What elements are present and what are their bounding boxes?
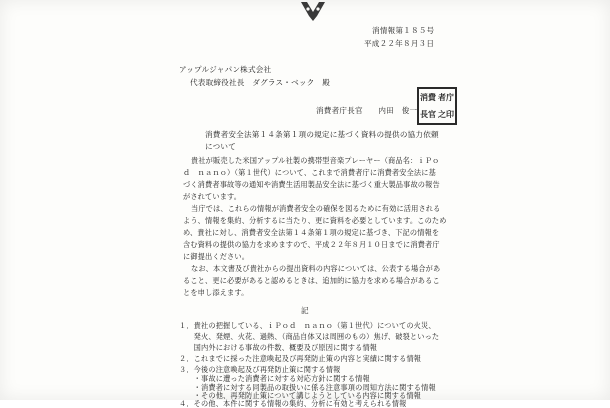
subject-line-2: について	[205, 142, 237, 151]
body-line: 含む資料の提供の協力を求めますので、平成２２年８月１０日までに消費者庁	[183, 240, 440, 249]
body-line: に御提出ください。	[183, 252, 250, 261]
body-line: よう、情報を集約、分析するに当たり、更に資料を必要としています。このため	[183, 216, 447, 225]
item-line: ・その他、再発防止策について講じようとしている内容に関する情報	[179, 391, 421, 400]
item-line: ・消費者に対する同製品の取扱いに係る注意事項の周知方法に関する情報	[179, 383, 436, 392]
body-line: づく消費者事故等の通知や消費生活用製品安全法に基づく重大製品事故の報告	[183, 180, 440, 189]
body-line: とを申し添えます。	[183, 288, 249, 297]
body-line: 当庁では、これらの情報が消費者安全の確保を図るために有効に活用される	[191, 204, 441, 213]
body-line: ること、更に必要があると認めるときは、追加的に協力を求める場合があるこ	[183, 276, 440, 285]
document-date: 平成２２年８月３日	[364, 39, 435, 48]
ki-heading: 記	[301, 306, 309, 315]
recipient-name: 代表取締役社長 ダグラス・ベック 殿	[190, 78, 331, 87]
sender-name: 消費者庁長官 内田 俊一	[316, 106, 418, 115]
item-line: ３．今後の注意喚起及び再発防止策に関する情報	[179, 365, 341, 374]
body-line: め、貴社に対し、消費者安全法第１４条第１項の規定に基づき、下記の情報を	[183, 228, 440, 237]
item-line: ２．これまでに採った注意喚起及び再発防止策の内容と実績に関する情報	[179, 354, 422, 363]
subject-line-1: 消費者安全法第１４条第１項の規定に基づく資料の提供の協力依頼	[205, 130, 439, 139]
seal-char: 者庁	[438, 92, 454, 102]
seal-char: 之印	[438, 109, 454, 119]
item-line: １．貴社の把握している、ｉＰｏｄ ｎａｎｏ（第１世代）についての火災、	[179, 321, 436, 330]
body-line: なお、本文書及び貴社からの提出資料の内容については、公表する場合があ	[191, 264, 441, 273]
seal-char: 長官	[420, 109, 436, 119]
official-seal	[417, 87, 457, 125]
government-emblem-icon	[297, 0, 329, 22]
item-line: 発火、発煙、火花、過熱、（商品自体又は周囲のもの）焦げ、破裂といった	[179, 332, 440, 341]
recipient-company: アップルジャパン株式会社	[179, 65, 272, 74]
item-line: 国内外における事故の件数、概要及び原因に関する情報	[179, 343, 378, 352]
seal-char: 消費	[420, 92, 436, 102]
body-line: ｄ ｎａｎｏ）（第１世代）について、これまで消費者庁に消費者安全法に基	[183, 168, 436, 177]
body-line: がされています。	[183, 192, 242, 201]
item-line: ・事故に遭った消費者に対する対応方針に関する情報	[179, 374, 370, 383]
body-line: 貴社が販売した米国アップル社製の携帯型音楽プレーヤー（商品名：ｉＰｏ	[191, 156, 440, 165]
document-number: 消情報第１８５号	[372, 26, 435, 35]
item-line: ４．その他、本件に関する情報の集約、分析に有効と考えられる情報	[179, 399, 407, 408]
